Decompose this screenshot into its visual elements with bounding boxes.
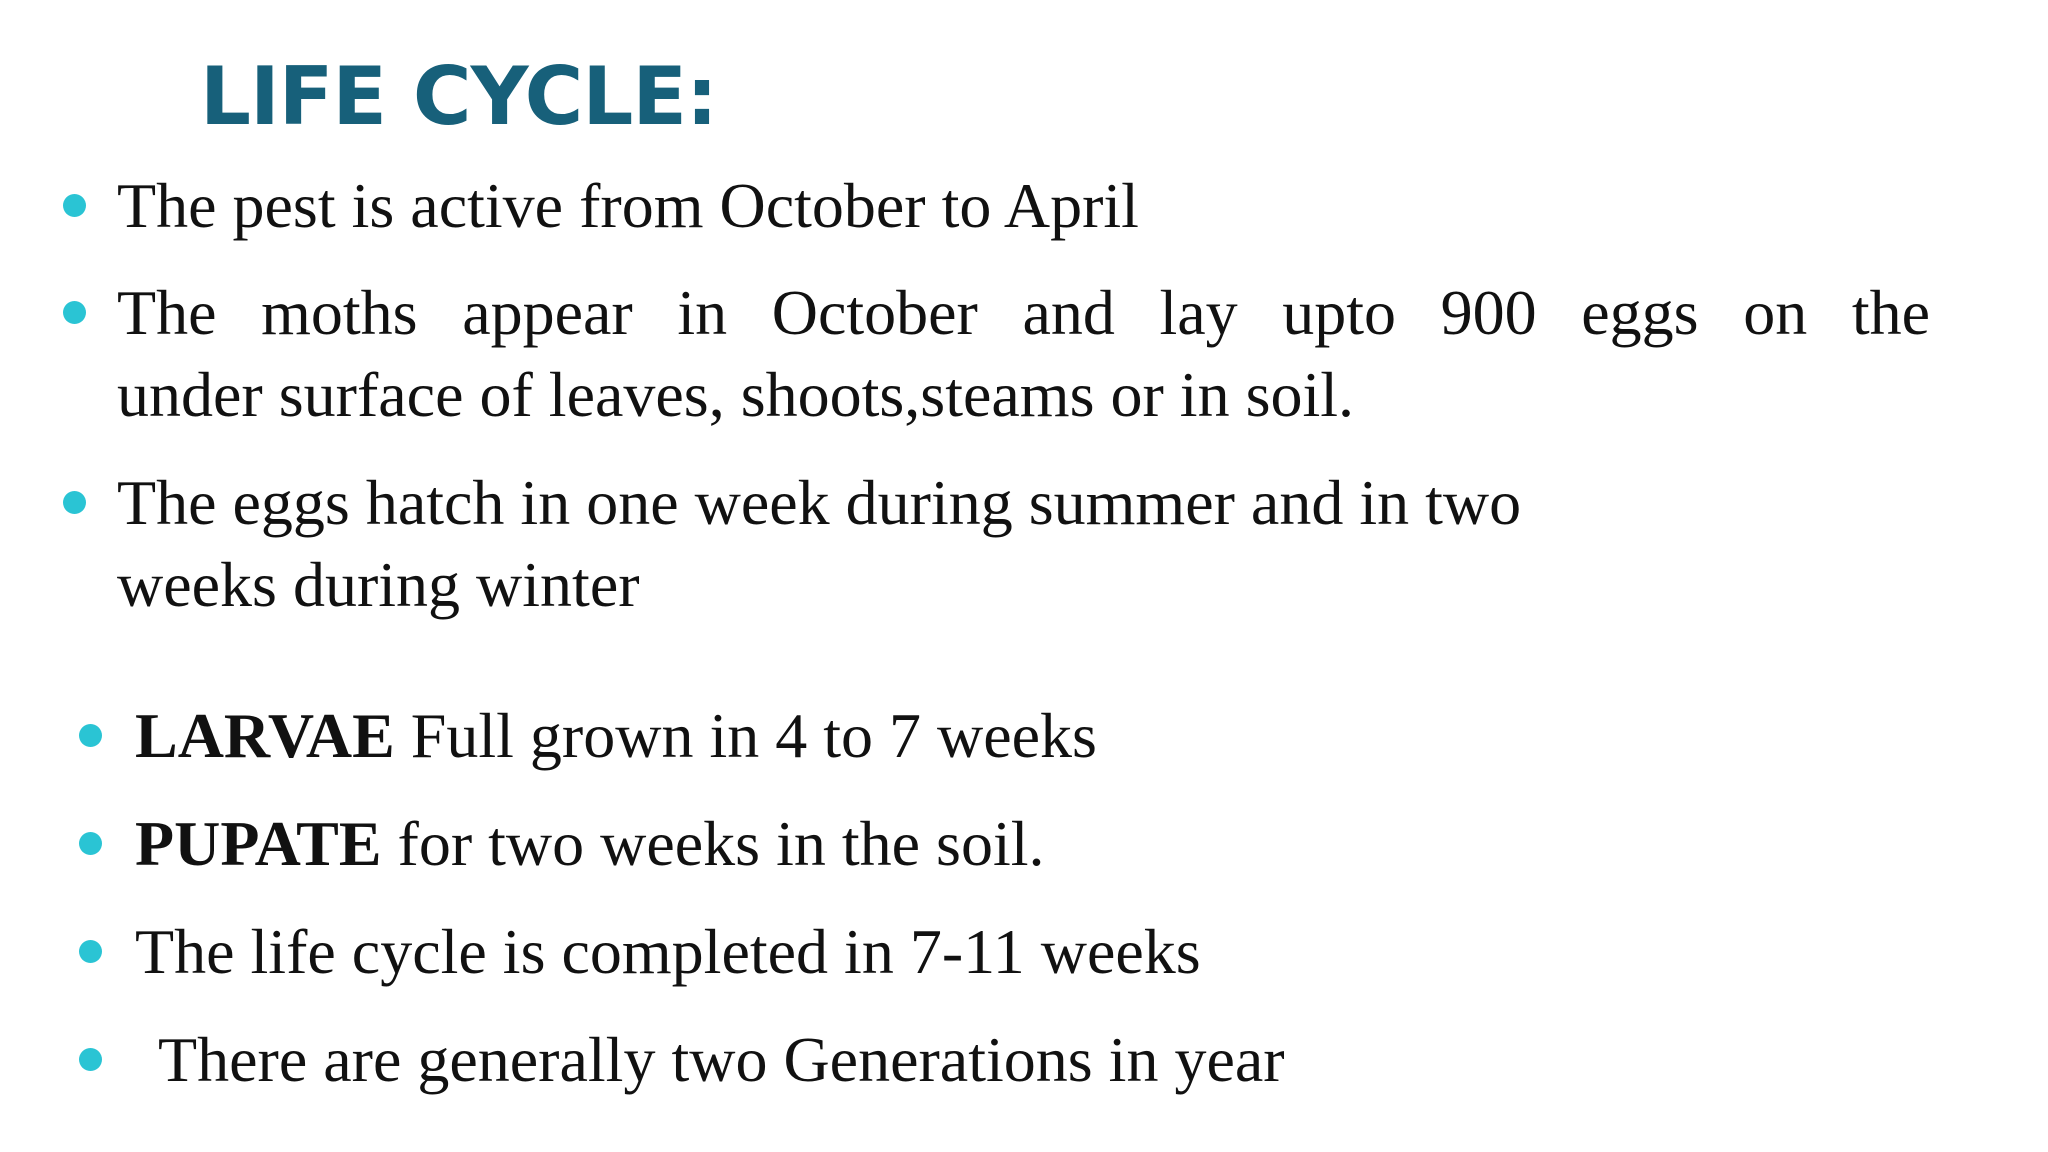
bullet-text: There are generally two Generations in year bbox=[158, 1024, 1285, 1095]
bullet-text bbox=[135, 695, 1097, 777]
bullet-item-pupate bbox=[135, 803, 1045, 885]
bullet-text-line-2: weeks during winter bbox=[117, 549, 640, 620]
bullet-item-pest-active bbox=[117, 165, 1139, 247]
bullet-item-eggs-hatch bbox=[117, 462, 1521, 626]
bullet-text: The life cycle is completed in 7-11 weeks bbox=[135, 916, 1201, 987]
bullet-rest: Full grown in 4 to 7 weeks bbox=[394, 700, 1097, 771]
bullet-text: The pest is active from October to April bbox=[117, 170, 1139, 241]
bullet-dot-icon bbox=[63, 301, 86, 324]
slide-title: LIFE CYCLE: bbox=[200, 50, 718, 143]
bullet-text-line-2: under surface of leaves, shoots,steams or in soil. bbox=[117, 359, 1355, 430]
bullet-dot-icon bbox=[79, 1048, 102, 1071]
bullet-dot-icon bbox=[63, 491, 86, 514]
bullet-dot-icon bbox=[63, 194, 86, 217]
bullet-text-line-1: The moths appear in October and lay upto 900 eggs on the bbox=[117, 277, 1930, 348]
bullet-bold-term: PUPATE bbox=[135, 808, 382, 879]
bullet-dot-icon bbox=[79, 940, 102, 963]
bullet-text-line-1: The eggs hatch in one week during summer and in two bbox=[117, 467, 1522, 538]
bullet-text bbox=[135, 803, 1045, 885]
bullet-rest: for two weeks in the soil. bbox=[381, 808, 1045, 879]
bullet-item-generations bbox=[158, 1019, 1285, 1101]
bullet-bold-term: LARVAE bbox=[135, 700, 395, 771]
bullet-dot-icon bbox=[79, 724, 102, 747]
bullet-item-larvae bbox=[135, 695, 1097, 777]
bullet-item-moths bbox=[117, 272, 1930, 436]
bullet-item-life-cycle-completed bbox=[135, 911, 1201, 993]
bullet-dot-icon bbox=[79, 832, 102, 855]
